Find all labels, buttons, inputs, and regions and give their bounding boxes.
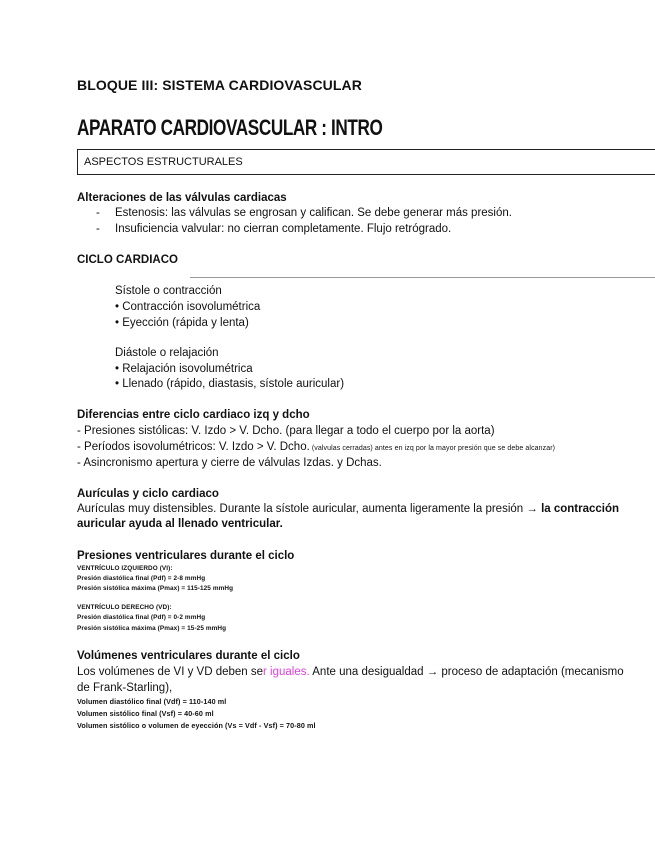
diferencias-line-2-main: - Períodos isovolumétricos: V. Izdo > V. Dcho.: [77, 441, 310, 453]
auriculas-heading: Aurículas y ciclo cardiaco: [77, 488, 219, 500]
diastole-title: Diástole o relajación: [115, 347, 219, 359]
volumenes-line-1-b: Ante una desigualdad → proceso de adaptación (mecanismo: [309, 666, 624, 678]
sistole-title: Sístole o contracción: [115, 285, 222, 297]
valvulas-heading: Alteraciones de las válvulas cardiacas: [77, 192, 287, 204]
vol-vdf: Volumen diastólico final (Vdf) = 110-140 ml: [77, 697, 227, 706]
vol-vsf: Volumen sistólico final (Vsf) = 40-60 ml: [77, 709, 214, 718]
auriculas-line-2: auricular ayuda al llenado ventricular.: [77, 518, 283, 530]
vi-pdf: Presión diastólica final (Pdf) = 2-8 mmHg: [77, 575, 206, 582]
vi-pmax: Presión sistólica máxima (Pmax) = 115-125 mmHg: [77, 585, 234, 592]
auriculas-line-1-bold: la contracción: [541, 503, 620, 515]
auriculas-line-1-plain: Aurículas muy distensibles. Durante la sístole auricular, aumenta ligeramente la presión →: [77, 503, 542, 515]
diastole-item-2: • Llenado (rápido, diastasis, sístole auricular): [115, 378, 345, 390]
vi-title: VENTRÍCULO IZQUIERDO (VI):: [77, 565, 173, 572]
ciclo-heading: CICLO CARDIACO: [77, 254, 178, 266]
volumenes-line-1: [77, 666, 624, 678]
volumenes-highlight: r iguales.: [263, 666, 310, 678]
block-title: BLOQUE III: SISTEMA CARDIOVASCULAR: [77, 77, 362, 93]
divider: [190, 277, 655, 278]
dash-bullet: -: [96, 223, 100, 235]
diferencias-line-2: [77, 441, 555, 453]
valvulas-item-2: Insuficiencia valvular: no cierran completamente. Flujo retrógrado.: [115, 223, 452, 235]
diastole-item-1: • Relajación isovolumétrica: [115, 363, 253, 375]
sistole-item-2: • Eyección (rápida y lenta): [115, 317, 249, 329]
presiones-heading: Presiones ventriculares durante el ciclo: [77, 550, 295, 562]
dash-bullet: -: [96, 207, 100, 219]
vd-title: VENTRÍCULO DERECHO (VD):: [77, 604, 172, 611]
section-box-label: ASPECTOS ESTRUCTURALES: [84, 156, 243, 168]
diferencias-line-1: - Presiones sistólicas: V. Izdo > V. Dcho. (para llegar a todo el cuerpo por la aorta): [77, 425, 495, 437]
diferencias-heading: Diferencias entre ciclo cardiaco izq y dcho: [77, 409, 310, 421]
vd-pmax: Presión sistólica máxima (Pmax) = 15-25 mmHg: [77, 625, 227, 632]
section-box: [77, 149, 655, 175]
sistole-item-1: • Contracción isovolumétrica: [115, 301, 261, 313]
diferencias-line-2-note: (valvulas cerradas) antes en izq por la mayor presión que se debe alcanzar): [309, 445, 556, 452]
valvulas-item-1: Estenosis: las válvulas se engrosan y califican. Se debe generar más presión.: [115, 207, 512, 219]
volumenes-line-2: de Frank-Starling),: [77, 682, 173, 694]
volumenes-line-1-a: Los volúmenes de VI y VD deben se: [77, 666, 264, 678]
page-title: APARATO CARDIOVASCULAR : INTRO: [77, 115, 383, 140]
auriculas-line-1: [77, 503, 619, 515]
vd-pdf: Presión diastólica final (Pdf) = 0-2 mmHg: [77, 614, 206, 621]
vol-vs: Volumen sistólico o volumen de eyección (Vs = Vdf - Vsf) = 70-80 ml: [77, 721, 316, 730]
volumenes-heading: Volúmenes ventriculares durante el ciclo: [77, 650, 300, 662]
diferencias-line-3: - Asincronismo apertura y cierre de válvulas Izdas. y Dchas.: [77, 457, 382, 469]
